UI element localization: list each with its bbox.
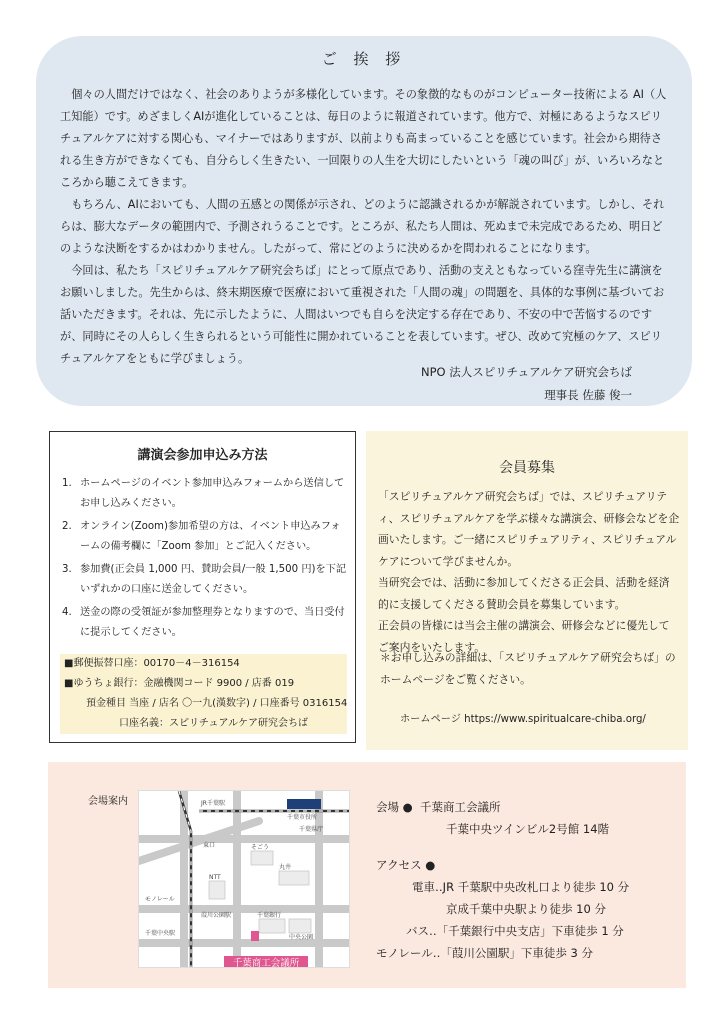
greeting-signer: 理事長 佐藤 俊一 <box>544 388 632 402</box>
apply-item-number: 1. <box>62 478 72 489</box>
apply-item-text: ホームページのイベント参加申込みフォームから送信してお申し込みください。 <box>80 478 345 509</box>
spacer <box>376 840 629 854</box>
member-paragraph: 当研究会では、活動に参加してくださる正会員、活動を経済的に支援してくださる賛助会員を募集しています。 <box>378 576 670 611</box>
map-label-sogo: そごう <box>251 844 270 851</box>
map-label-chuo-park: 中央公園 <box>289 934 314 941</box>
map-label-chiba-bank: 千葉銀行 <box>257 912 282 919</box>
map-label-east-exit: 東口 <box>203 842 216 849</box>
member-note-text: ＊お申し込みの詳細は、「スピリチュアルケア研究会ちば」のホームページをご覧ください。 <box>380 651 676 686</box>
greeting-paragraph: 個々の人間だけではなく、社会のありようが多様化しています。その象徴的なものがコンピューター技術による AI（人工知能）です。めざましくAIが進化していることは、毎日のように報道されています。他方で、対極にあるようなスピリチュアルケアに対する関心も、マイナーではありますが、以前よりも高まっていることを感じています。社会から期待される生き方ができなくても、自分らしく生きたい、一回限りの人生を大切にしたいという「魂の叫び」が、いろいろなところから聴こえてきます。 <box>60 88 667 189</box>
member-title: 会員募集 <box>499 460 555 476</box>
venue-place-address: 千葉中央ツインビル2号館 14階 <box>446 822 610 836</box>
access-item: バス‥「千葉銀行中央支店」下車徒歩 1 分 <box>406 924 624 938</box>
apply-item-number: 2. <box>62 521 72 532</box>
map-label-marui: 丸井 <box>279 864 292 871</box>
map-label-kencho: 千葉県庁 <box>299 826 324 833</box>
venue-label: 会場案内 <box>88 796 128 807</box>
map-label-hanakawa: 葭川公園駅 <box>201 912 232 919</box>
apply-item-text: オンライン(Zoom)参加希望の方は、イベント申込みフォームの備考欄に「Zoom 参加」とご記入ください。 <box>80 521 341 552</box>
map-label-chuo-station: 千葉中央駅 <box>145 930 176 937</box>
apply-item-number: 4. <box>62 607 72 618</box>
apply-item <box>62 560 347 600</box>
map-graphic <box>139 791 349 967</box>
venue-marker: 千葉商工会議所 <box>224 956 308 968</box>
map-label-city-hall: 千葉市役所 <box>287 814 318 821</box>
venue-place-row <box>376 796 629 818</box>
venue-info <box>376 796 629 964</box>
homepage-link[interactable]: ホームページ https://www.spiritualcare-chiba.org/ <box>400 714 646 725</box>
access-item: 電車‥JR 千葉駅中央改札口より徒歩 10 分 <box>412 880 630 894</box>
member-panel <box>366 431 688 750</box>
apply-item-number: 3. <box>62 564 72 575</box>
account-holder: 口座名義：スピリチュアルケア研究会ちば <box>119 718 308 729</box>
map-label-ntt: NTT <box>209 874 221 881</box>
member-note <box>380 647 680 690</box>
access-item: 京成千葉中央駅より徒歩 10 分 <box>446 902 606 916</box>
greeting-title: ご 挨 拶 <box>321 50 407 68</box>
map-label-jr-chiba: JR千葉駅 <box>201 800 225 807</box>
apply-item <box>62 474 347 514</box>
bank-info <box>60 654 347 734</box>
greeting-body <box>60 84 672 370</box>
apply-title: 講演会参加申込み方法 <box>137 448 268 463</box>
apply-box <box>49 431 356 743</box>
map-label-monorail: モノレール <box>145 896 175 903</box>
access-item: モノレール‥「葭川公園駅」下車徒歩 3 分 <box>376 946 593 960</box>
apply-item-text: 参加費(正会員 1,000 円、賛助会員/一般 1,500 円)を下記いずれかの口座に送金してください。 <box>80 564 347 595</box>
access-label: アクセス ● <box>376 858 436 872</box>
apply-item <box>62 517 347 557</box>
greeting-paragraph: もちろん、AIにおいても、人間の五感との関係が示され、どのように認識されるかが解説されています。しかし、それらは、膨大なデータの範囲内で、予測されうることです。ところが、私たち人間は、死ぬまで未完成であるため、明日どのような決断をするかはわかりません。したがって、常にどのように決めるかを問われることになります。 <box>60 198 665 255</box>
member-body <box>378 486 680 658</box>
greeting-paragraph: 今回は、私たち「スピリチュアルケア研究会ちば」にとって原点であり、活動の支えともなっている窪寺先生に講演をお願いしました。先生からは、終末期医療で医療において重視された「人間の魂」の問題を、具体的な事例に基づいてお話いただきます。それは、先に示したように、人間はいつでも自らを決定する存在であり、不安の中で苦悩するのですが、同時にその人らしく生きられるという可能性に開かれていることを表しています。ぜひ、改めて究極のケア、スピリチュアルケアをともに学びましょう。 <box>60 264 665 365</box>
venue-map <box>138 790 350 968</box>
apply-item <box>62 603 347 643</box>
venue-place-label: 会場 ● <box>376 800 413 814</box>
apply-list <box>62 474 347 646</box>
member-paragraph: 「スピリチュアルケア研究会ちば」では、スピリチュアリティ、スピリチュアルケアを学ぶ様々な講演会、研修会などを企画いたします。ご一緒にスピリチュアリティ、スピリチュアルケアについて学びませんか。 <box>378 490 680 568</box>
venue-place-name: 千葉商工会議所 <box>420 800 501 814</box>
greeting-panel <box>36 36 692 406</box>
venue-panel <box>48 762 686 988</box>
postal-account: ■郵便振替口座：00170－4－316154 <box>64 658 240 669</box>
account-detail: 預金種目 当座 / 店名 〇一九(漢数字) / 口座番号 0316154 <box>86 698 348 709</box>
apply-item-text: 送金の際の受領証が参加整理券となりますので、当日受付に提示してください。 <box>80 607 345 638</box>
member-paragraph: 正会員の皆様には当会主催の講演会、研修会などに優先してご案内をいたします。 <box>378 619 670 654</box>
greeting-org: NPO 法人スピリチュアルケア研究会ちば <box>421 365 632 379</box>
yucho-account: ■ゆうちょ銀行：金融機関コード 9900 / 店番 019 <box>64 678 295 689</box>
